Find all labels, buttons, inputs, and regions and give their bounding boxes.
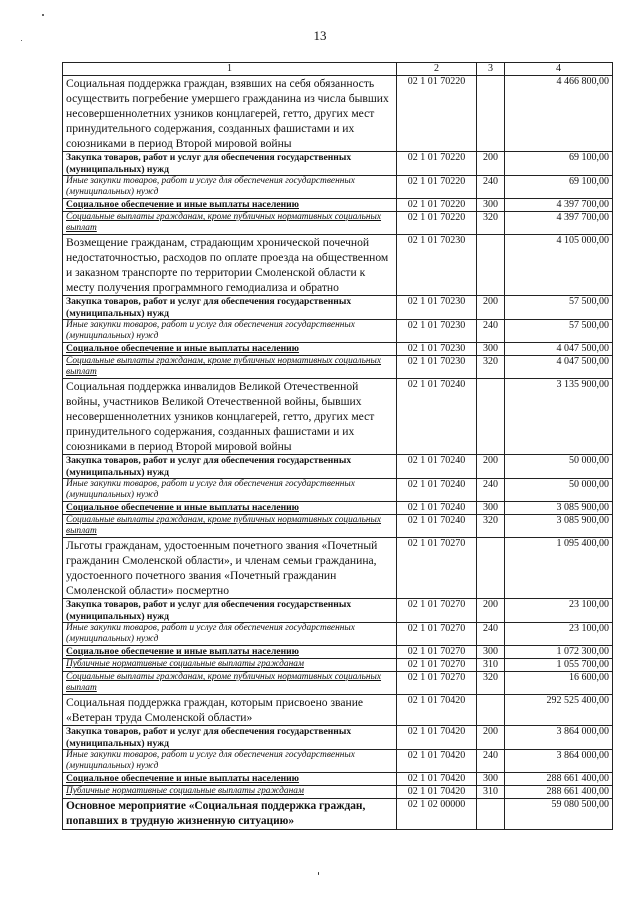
row-expense-type: 320 — [477, 356, 505, 379]
row-expense-type: 200 — [477, 599, 505, 623]
row-expense-type: 240 — [477, 176, 505, 199]
row-code: 02 1 01 70240 — [397, 479, 477, 502]
row-name: Социальное обеспечение и иные выплаты населению — [63, 646, 397, 659]
row-code: 02 1 01 70240 — [397, 502, 477, 515]
row-expense-type — [477, 695, 505, 726]
row-expense-type — [477, 379, 505, 455]
row-name: Публичные нормативные социальные выплаты гражданам — [63, 659, 397, 672]
row-code: 02 1 01 70220 — [397, 152, 477, 176]
table-row — [63, 750, 613, 773]
row-amount: 4 397 700,00 — [505, 212, 613, 235]
row-expense-type: 200 — [477, 455, 505, 479]
row-expense-type — [477, 799, 505, 830]
row-name: Социальное обеспечение и иные выплаты населению — [63, 343, 397, 356]
row-expense-type — [477, 538, 505, 599]
table-row — [63, 502, 613, 515]
row-amount: 59 080 500,00 — [505, 799, 613, 830]
row-expense-type: 310 — [477, 659, 505, 672]
row-expense-type: 300 — [477, 646, 505, 659]
row-amount: 23 100,00 — [505, 599, 613, 623]
row-name: Льготы гражданам, удостоенным почетного звания «Почетный гражданин Смоленской области», и членам семьи гражданина, удостоенного почетного звания «Почетный гражданин Смоленской области» посмертно — [63, 538, 397, 599]
row-name: Иные закупки товаров, работ и услуг для обеспечения государственных (муниципальных) нужд — [63, 750, 397, 773]
table-row — [63, 599, 613, 623]
row-amount: 3 085 900,00 — [505, 502, 613, 515]
row-amount: 1 055 700,00 — [505, 659, 613, 672]
row-code: 02 1 01 70270 — [397, 623, 477, 646]
row-expense-type — [477, 235, 505, 296]
row-expense-type: 240 — [477, 623, 505, 646]
table-row — [63, 212, 613, 235]
row-amount: 3 864 000,00 — [505, 750, 613, 773]
row-amount: 23 100,00 — [505, 623, 613, 646]
row-name: Социальное обеспечение и иные выплаты населению — [63, 502, 397, 515]
row-code: 02 1 01 70230 — [397, 343, 477, 356]
row-amount: 69 100,00 — [505, 176, 613, 199]
table-row — [63, 176, 613, 199]
row-code: 02 1 01 70230 — [397, 320, 477, 343]
table-row — [63, 152, 613, 176]
row-code: 02 1 01 70270 — [397, 646, 477, 659]
row-amount: 292 525 400,00 — [505, 695, 613, 726]
row-name: Иные закупки товаров, работ и услуг для обеспечения государственных (муниципальных) нужд — [63, 479, 397, 502]
row-code: 02 1 01 70270 — [397, 538, 477, 599]
row-expense-type: 300 — [477, 199, 505, 212]
row-code: 02 1 01 70220 — [397, 199, 477, 212]
row-expense-type: 200 — [477, 296, 505, 320]
row-expense-type: 240 — [477, 320, 505, 343]
row-name: Закупка товаров, работ и услуг для обеспечения государственных (муниципальных) нужд — [63, 152, 397, 176]
row-name: Социальные выплаты гражданам, кроме публичных нормативных социальных выплат — [63, 212, 397, 235]
row-amount: 50 000,00 — [505, 455, 613, 479]
row-amount: 1 095 400,00 — [505, 538, 613, 599]
row-code: 02 1 01 70270 — [397, 659, 477, 672]
row-code: 02 1 01 70420 — [397, 750, 477, 773]
row-amount: 4 466 800,00 — [505, 76, 613, 152]
row-code: 02 1 01 70230 — [397, 356, 477, 379]
table-row — [63, 479, 613, 502]
row-expense-type: 320 — [477, 515, 505, 538]
row-name: Иные закупки товаров, работ и услуг для обеспечения государственных (муниципальных) нужд — [63, 176, 397, 199]
row-code: 02 1 01 70270 — [397, 599, 477, 623]
row-name: Социальное обеспечение и иные выплаты населению — [63, 773, 397, 786]
row-amount: 16 600,00 — [505, 672, 613, 695]
row-name: Социальные выплаты гражданам, кроме публичных нормативных социальных выплат — [63, 672, 397, 695]
row-expense-type: 300 — [477, 773, 505, 786]
row-name: Закупка товаров, работ и услуг для обеспечения государственных (муниципальных) нужд — [63, 726, 397, 750]
row-name: Иные закупки товаров, работ и услуг для обеспечения государственных (муниципальных) нужд — [63, 320, 397, 343]
column-header-name: 1 — [63, 63, 397, 76]
row-expense-type: 310 — [477, 786, 505, 799]
row-amount: 1 072 300,00 — [505, 646, 613, 659]
table-row — [63, 296, 613, 320]
table-row — [63, 538, 613, 599]
table-row — [63, 646, 613, 659]
row-amount: 288 661 400,00 — [505, 773, 613, 786]
row-expense-type — [477, 76, 505, 152]
row-amount: 69 100,00 — [505, 152, 613, 176]
scan-speck — [42, 14, 44, 16]
row-amount: 4 105 000,00 — [505, 235, 613, 296]
row-expense-type: 240 — [477, 750, 505, 773]
scan-speck — [21, 40, 22, 41]
row-expense-type: 240 — [477, 479, 505, 502]
row-code: 02 1 01 70240 — [397, 455, 477, 479]
row-name: Социальная поддержка граждан, которым присвоено звание «Ветеран труда Смоленской области» — [63, 695, 397, 726]
row-code: 02 1 01 70220 — [397, 212, 477, 235]
column-header-code: 2 — [397, 63, 477, 76]
row-name: Иные закупки товаров, работ и услуг для обеспечения государственных (муниципальных) нужд — [63, 623, 397, 646]
row-name: Основное мероприятие «Социальная поддержка граждан, попавших в трудную жизненную ситуацию» — [63, 799, 397, 830]
table-row — [63, 659, 613, 672]
row-expense-type: 200 — [477, 726, 505, 750]
table-row — [63, 343, 613, 356]
row-amount: 57 500,00 — [505, 320, 613, 343]
row-expense-type: 300 — [477, 502, 505, 515]
table-row — [63, 199, 613, 212]
row-code: 02 1 01 70220 — [397, 176, 477, 199]
row-expense-type: 320 — [477, 212, 505, 235]
table-row — [63, 672, 613, 695]
budget-table — [62, 62, 613, 830]
row-amount: 3 085 900,00 — [505, 515, 613, 538]
table-row — [63, 356, 613, 379]
table-row — [63, 76, 613, 152]
table-row — [63, 695, 613, 726]
row-code: 02 1 01 70240 — [397, 379, 477, 455]
row-amount: 3 135 900,00 — [505, 379, 613, 455]
row-name: Закупка товаров, работ и услуг для обеспечения государственных (муниципальных) нужд — [63, 455, 397, 479]
row-amount: 3 864 000,00 — [505, 726, 613, 750]
row-code: 02 1 01 70420 — [397, 786, 477, 799]
table-row — [63, 455, 613, 479]
table-row — [63, 379, 613, 455]
table-row — [63, 786, 613, 799]
row-name: Социальная поддержка граждан, взявших на себя обязанность осуществить погребение умершего гражданина из числа бывших несовершеннолетних узников концлагерей, гетто, других мест принудительного содержания, созданных фашистами и их союзниками в период Второй мировой войны — [63, 76, 397, 152]
page-number: 13 — [313, 28, 327, 43]
table-row — [63, 320, 613, 343]
table-row — [63, 799, 613, 830]
table-row — [63, 235, 613, 296]
row-amount: 50 000,00 — [505, 479, 613, 502]
row-amount: 288 661 400,00 — [505, 786, 613, 799]
row-amount: 4 047 500,00 — [505, 343, 613, 356]
row-code: 02 1 01 70420 — [397, 726, 477, 750]
column-header-type: 3 — [477, 63, 505, 76]
row-amount: 57 500,00 — [505, 296, 613, 320]
row-amount: 4 047 500,00 — [505, 356, 613, 379]
row-code: 02 1 01 70230 — [397, 235, 477, 296]
row-code: 02 1 02 00000 — [397, 799, 477, 830]
row-code: 02 1 01 70270 — [397, 672, 477, 695]
row-name: Публичные нормативные социальные выплаты гражданам — [63, 786, 397, 799]
row-code: 02 1 01 70420 — [397, 695, 477, 726]
row-name: Социальные выплаты гражданам, кроме публичных нормативных социальных выплат — [63, 356, 397, 379]
row-expense-type: 200 — [477, 152, 505, 176]
table-row — [63, 623, 613, 646]
row-expense-type: 300 — [477, 343, 505, 356]
row-name: Закупка товаров, работ и услуг для обеспечения государственных (муниципальных) нужд — [63, 599, 397, 623]
column-header-row — [63, 63, 613, 76]
row-name: Возмещение гражданам, страдающим хронической почечной недостаточностью, расходов по оплате проезда на общественном и заказном транспорте по территории Смоленской области к месту получения программного гемодиализа и обратно — [63, 235, 397, 296]
row-name: Социальные выплаты гражданам, кроме публичных нормативных социальных выплат — [63, 515, 397, 538]
table-row — [63, 515, 613, 538]
row-amount: 4 397 700,00 — [505, 199, 613, 212]
row-code: 02 1 01 70230 — [397, 296, 477, 320]
row-expense-type: 320 — [477, 672, 505, 695]
row-name: Закупка товаров, работ и услуг для обеспечения государственных (муниципальных) нужд — [63, 296, 397, 320]
row-name: Социальное обеспечение и иные выплаты населению — [63, 199, 397, 212]
row-code: 02 1 01 70420 — [397, 773, 477, 786]
row-code: 02 1 01 70220 — [397, 76, 477, 152]
row-name: Социальная поддержка инвалидов Великой Отечественной войны, участников Великой Отечественной войны, бывших несовершеннолетних узников концлагерей, гетто, других мест принудительного содержания, созданных фашистами и их союзниками в период Второй мировой войны — [63, 379, 397, 455]
scan-speck — [318, 872, 319, 875]
table-row — [63, 726, 613, 750]
table-row — [63, 773, 613, 786]
row-code: 02 1 01 70240 — [397, 515, 477, 538]
budget-table-body — [63, 63, 613, 830]
column-header-amount: 4 — [505, 63, 613, 76]
